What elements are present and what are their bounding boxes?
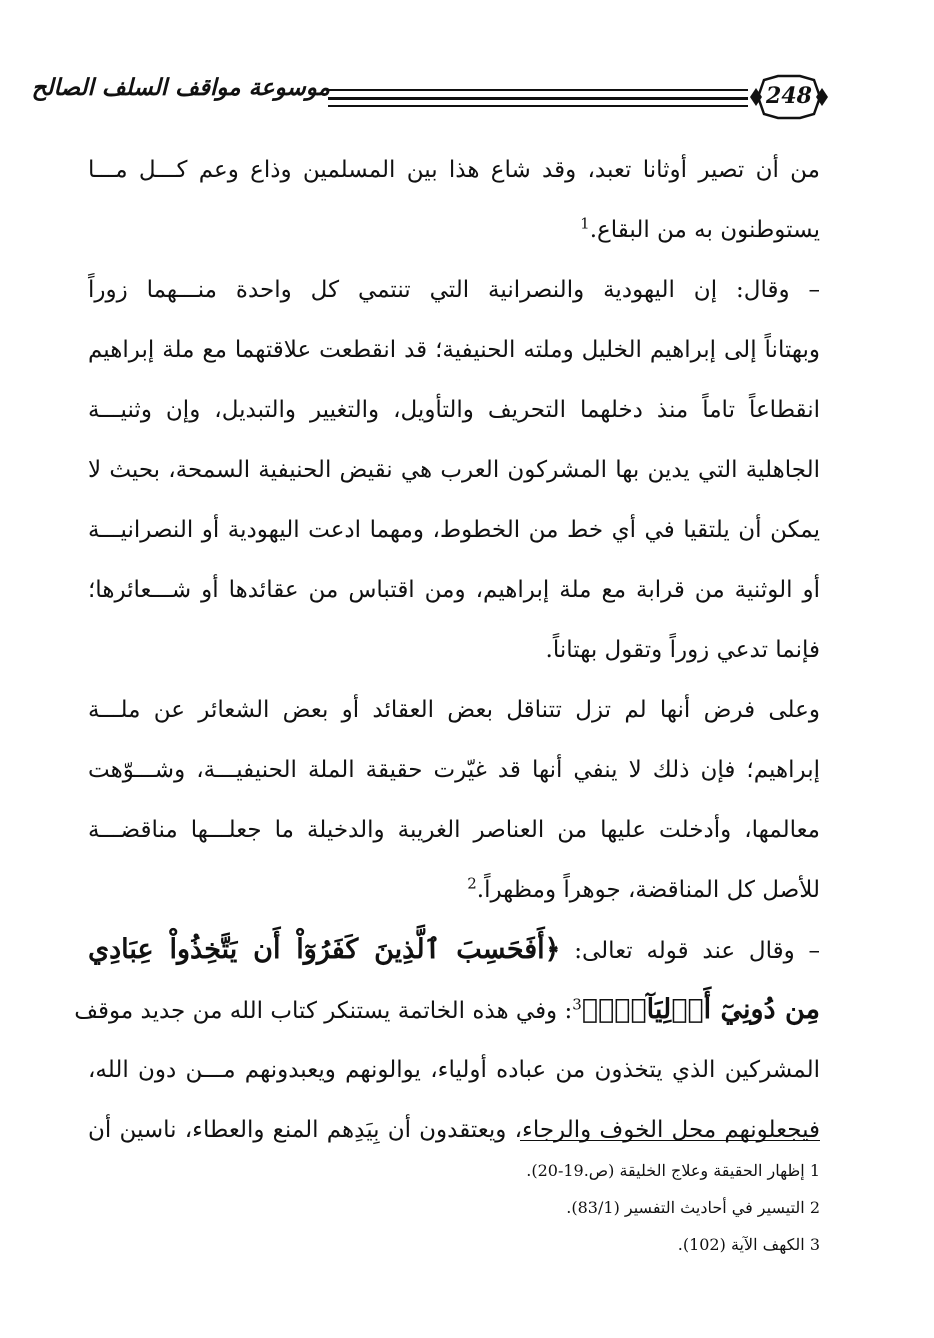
- quran-line: – وقال عند قوله تعالى: ﴿أَفَحَسِبَ ٱلَّذِينَ كَفَرُوٓاْ أَن يَتَّخِذُواْ عِبَادِي: [88, 934, 820, 965]
- text-line: من أن تصير أوثانا تعبد، وقد شاع هذا بين المسلمين وذاع وعم كـــل مـــا: [88, 157, 821, 183]
- footnote-separator: [520, 1140, 820, 1141]
- page-number-badge: [748, 72, 830, 122]
- footnote-item: 3 الكهف الآية (102).: [677, 1235, 820, 1254]
- header-rule: [328, 97, 748, 100]
- text-line: يمكن أن يلتقيا في أي خط من الخطوط، ومهما ادعت اليهودية أو النصرانيـــة: [88, 517, 820, 543]
- page-header: [31, 62, 830, 132]
- footnote-item: 2 التيسير في أحاديث التفسير (83/1).: [566, 1198, 820, 1217]
- text-line: وبهتاناً إلى إبراهيم الخليل وملته الحنيفية؛ قد انقطعت علاقتهما مع ملة إبراهيم: [88, 337, 820, 363]
- text-line: المشركين الذي يتخذون من عباده أولياء، يوالونهم ويعبدونهم مـــن دون الله،: [88, 1057, 820, 1083]
- page-number: 248: [766, 83, 812, 109]
- header-rule: [328, 105, 748, 107]
- text-line: انقطاعاً تاماً منذ دخلهما التحريف والتأويل، والتغيير والتبديل، وإن وثنيـــة: [88, 397, 820, 423]
- quran-verse: ﴿أَفَحَسِبَ ٱلَّذِينَ كَفَرُوٓاْ أَن يَتَّخِذُواْ عِبَادِي: [88, 934, 561, 965]
- text-line: يستوطنون به من البقاع.$^1$: [580, 214, 820, 243]
- footnotes: [88, 1152, 820, 1263]
- text-line: فيجعلونهم محل الخوف والرجاء، ويعتقدون أن بِيَدِهم المنع والعطاء، ناسين أن: [88, 1117, 820, 1143]
- text-line: فإنما تدعي زوراً وتقول بهتاناً.: [545, 637, 820, 663]
- footnote-item: 1 إظهار الحقيقة وعلاج الخليقة (ص.19-20).: [526, 1161, 820, 1180]
- text-line: للأصل كل المناقضة، جوهراً ومظهراً.$^2$: [467, 874, 820, 903]
- header-rule: [328, 89, 748, 91]
- quran-line: مِن دُونِيٓ أَوۡلِيَآءَۚ﴾$^3$: وفي هذه الخاتمة يستنكر كتاب الله من جديد موقف: [74, 994, 820, 1025]
- text-line: إبراهيم؛ فإن ذلك لا ينفي أنها قد غيّرت حقيقة الملة الحنيفيـــة، وشـــوّهت: [88, 757, 820, 783]
- text-line: – وقال: إن اليهودية والنصرانية التي تنتمي كل واحدة منـــهما زوراً: [88, 277, 820, 303]
- book-title: موسوعة مواقف السلف الصالح: [31, 74, 330, 101]
- text-line: معالمها، وأدخلت عليها من العناصر الغريبة والدخيلة ما جعلـــها مناقضـــة: [88, 817, 820, 843]
- quran-verse: مِن دُونِيٓ أَوۡلِيَآءَۚ﴾: [581, 994, 820, 1025]
- footnote-ref[interactable]: 1: [580, 214, 590, 233]
- footnote-ref[interactable]: 2: [467, 874, 477, 893]
- text-line: الجاهلية التي يدين بها المشركون العرب هي نقيض الحنيفية السمحة، بحيث لا: [88, 457, 820, 483]
- text-line: وعلى فرض أنها لم تزل تتناقل بعض العقائد أو بعض الشعائر عن ملـــة: [88, 697, 820, 723]
- text-line: أو الوثنية من قرابة مع ملة إبراهيم، ومن اقتباس من عقائدها أو شـــعائرها؛: [88, 577, 820, 603]
- body-text: [74, 140, 821, 1160]
- footnote-ref[interactable]: 3: [572, 995, 582, 1014]
